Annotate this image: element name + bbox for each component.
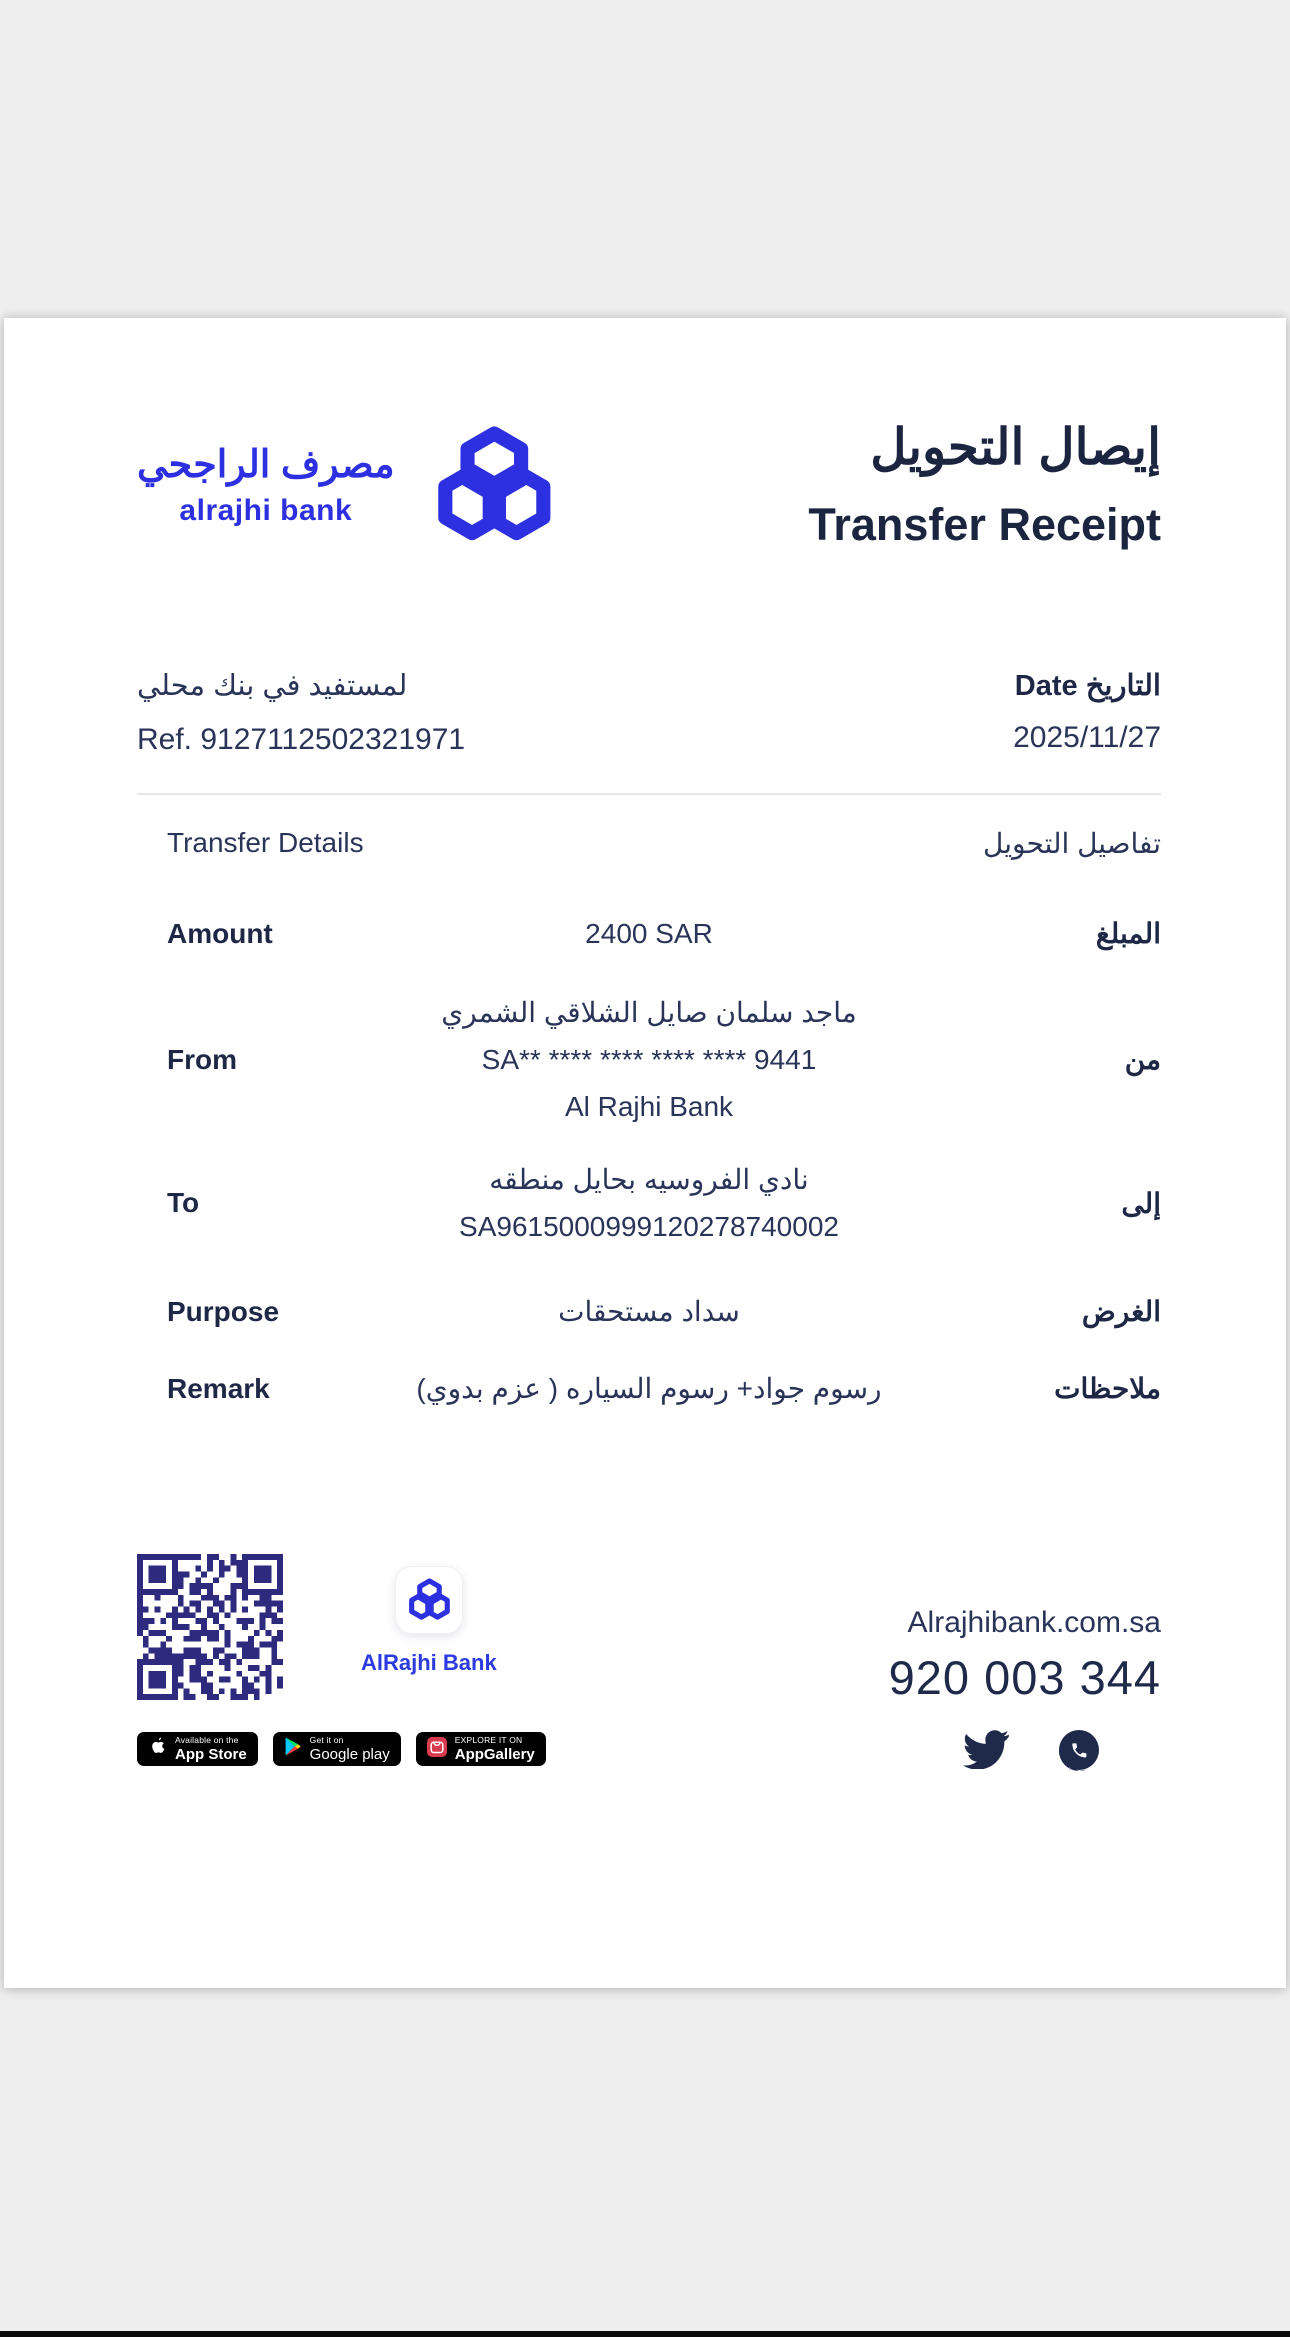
appgallery-icon [427, 1737, 447, 1762]
to-label-en: To [167, 1187, 200, 1218]
social-icons [889, 1729, 1103, 1771]
footer-left [137, 1554, 546, 1771]
table-row-to [137, 1156, 1161, 1250]
badge-bottom-text: Google play [309, 1745, 390, 1763]
store-badges [137, 1732, 546, 1766]
amount-value: 2400 SAR [585, 918, 713, 949]
whatsapp-icon[interactable] [1057, 1729, 1103, 1771]
purpose-label-ar: الغرض [1081, 1296, 1161, 1327]
from-account-masked: SA** **** **** **** **** 9441 [481, 1044, 817, 1075]
reference-number: Ref. 9127112502321971 [137, 723, 466, 756]
badge-top-text: Get it on [309, 1735, 344, 1746]
remark-label-ar: ملاحظات [1054, 1373, 1161, 1404]
from-value [397, 989, 901, 1130]
amount-label-en: Amount [167, 917, 273, 949]
alrajhi-logotype [137, 446, 395, 526]
alrajhi-brand [137, 422, 559, 550]
from-label-ar: من [1124, 1044, 1161, 1075]
badge-top-text: EXPLORE IT ON [454, 1735, 523, 1746]
badge-bottom-text: App Store [175, 1745, 247, 1763]
twitter-icon[interactable] [963, 1729, 1009, 1771]
purpose-label-en: Purpose [167, 1295, 280, 1327]
amount-label-ar: المبلغ [1095, 918, 1161, 949]
alrajhi-logotype-arabic: مصرف الراجحي [137, 444, 395, 486]
table-row-from [137, 989, 1161, 1130]
badge-bottom-text: AppGallery [454, 1745, 535, 1763]
receipt-header [137, 419, 1161, 550]
details-header-en: Transfer Details [167, 827, 364, 858]
google-play-icon [284, 1736, 302, 1762]
date-block [1013, 668, 1161, 757]
table-row-amount [137, 910, 1161, 957]
from-label-en: From [167, 1043, 237, 1075]
title-english: Transfer Receipt [808, 499, 1161, 550]
home-indicator-bar [0, 2331, 1290, 2337]
meta-section [137, 668, 1161, 757]
to-label-ar: إلى [1121, 1187, 1161, 1219]
date-label: التاريخ Date [1014, 670, 1161, 702]
date-value: 2025/11/27 [1013, 721, 1161, 754]
details-header-ar: تفاصيل التحويل [983, 828, 1161, 859]
receipt-footer [137, 1554, 1161, 1771]
section-divider [137, 793, 1161, 795]
google-play-badge[interactable] [273, 1732, 401, 1766]
alrajhi-logotype-english: alrajhi bank [179, 494, 353, 527]
bank-phone-number: 920 003 344 [888, 1651, 1161, 1704]
from-bank-name: Al Rajhi Bank [564, 1091, 734, 1122]
beneficiary-note: لمستفيد في بنك محلي [137, 670, 408, 702]
to-value [397, 1156, 901, 1250]
title-arabic: إيصال التحويل [870, 419, 1161, 475]
alrajhi-app-icon [395, 1566, 463, 1634]
table-row-remark [137, 1365, 1161, 1412]
from-sender-name: ماجد سلمان صايل الشلاقي الشمري [441, 997, 857, 1028]
appgallery-badge[interactable] [416, 1732, 546, 1766]
beneficiary-reference-block [137, 668, 465, 757]
details-header-row [137, 827, 1161, 860]
remark-value: رسوم جواد+ رسوم السياره ( عزم بدوي) [416, 1373, 882, 1404]
apple-icon [148, 1735, 167, 1763]
purpose-value: سداد مستحقات [558, 1296, 740, 1327]
to-beneficiary-name: نادي الفروسيه بحايل منطقه [489, 1164, 809, 1195]
badge-top-text: Available on the [175, 1735, 239, 1746]
remark-label-en: Remark [167, 1372, 270, 1404]
footer-right [889, 1554, 1161, 1771]
qr-code [137, 1554, 283, 1700]
table-row-purpose [137, 1288, 1161, 1335]
bank-website[interactable]: Alrajhibank.com.sa [907, 1606, 1161, 1639]
receipt-card [4, 318, 1286, 1988]
to-iban: SA9615000999120278740002 [459, 1211, 839, 1242]
app-store-badge[interactable] [137, 1732, 258, 1766]
page-title [808, 419, 1161, 550]
app-promo-block [361, 1566, 497, 1676]
alrajhi-hexagon-logo-icon [427, 422, 559, 550]
app-name-label: AlRajhi Bank [361, 1650, 497, 1675]
